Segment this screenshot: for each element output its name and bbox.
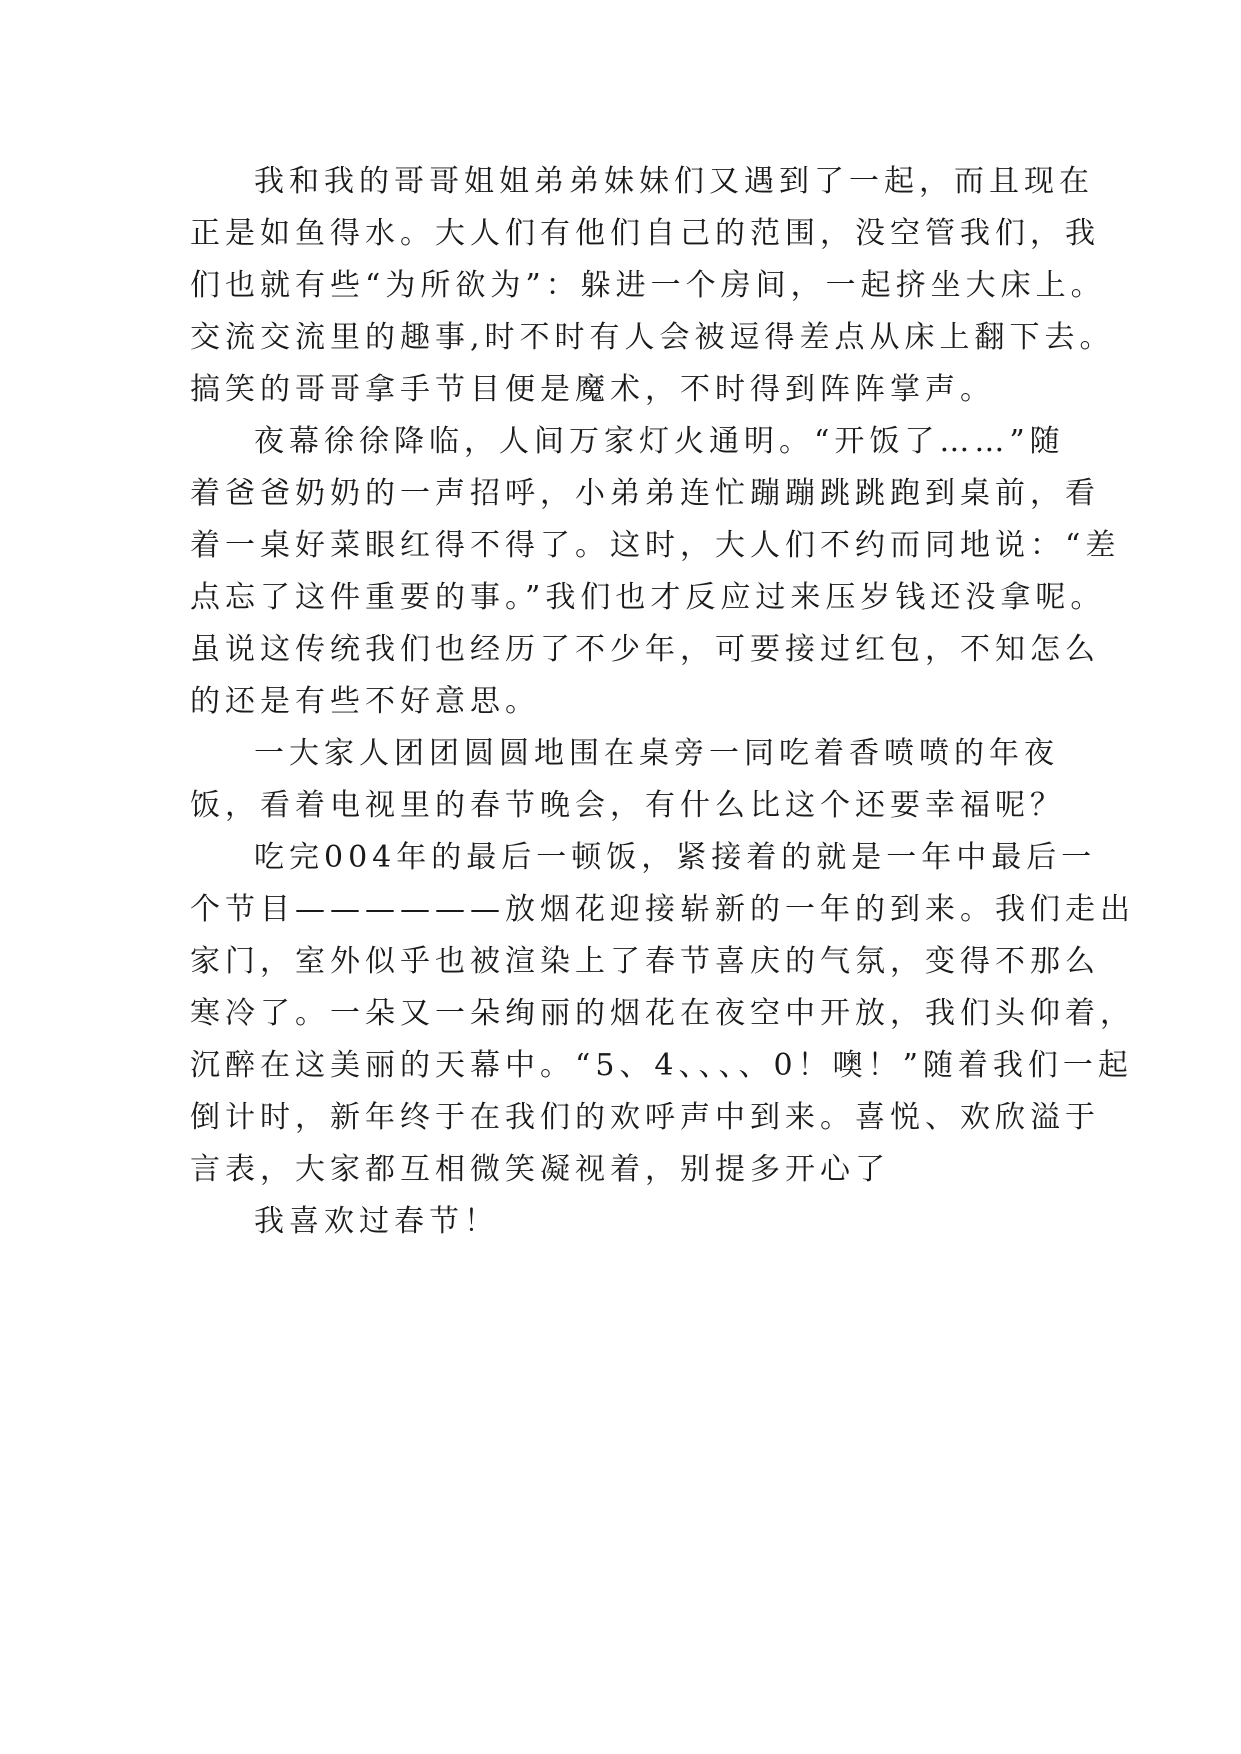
document-body [190, 156, 1135, 1248]
text-line: 着一桌好菜眼红得不得了。这时，大人们不约而同地说：“差 [190, 528, 1121, 563]
text-line: 我和我的哥哥姐姐弟弟妹妹们又遇到了一起，而且现在 [254, 164, 1094, 199]
text-line: 搞笑的哥哥拿手节目便是魔术，不时得到阵阵掌声。 [190, 372, 995, 407]
text-line: 正是如鱼得水。大人们有他们自己的范围，没空管我们，我 [190, 216, 1100, 251]
text-line: 寒冷了。一朵又一朵绚丽的烟花在夜空中开放，我们头仰着， [190, 996, 1135, 1031]
text-line: 的还是有些不好意思。 [190, 684, 540, 719]
text-line: 一大家人团团圆圆地围在桌旁一同吃着香喷喷的年夜 [254, 736, 1059, 771]
text-line: 夜幕徐徐降临，人间万家灯火通明。“开饭了……”随 [254, 424, 1065, 459]
text-line: 沉醉在这美丽的天幕中。“5、4、、、、0！噢！”随着我们一起 [190, 1048, 1133, 1083]
text-line: 个节目——————放烟花迎接崭新的一年的到来。我们走出 [190, 892, 1135, 927]
text-line: 点忘了这件重要的事。”我们也才反应过来压岁钱还没拿呢。 [190, 580, 1106, 615]
text-line: 交流交流里的趣事,时不时有人会被逗得差点从床上翻下去。 [190, 320, 1115, 355]
text-line: 虽说这传统我们也经历了不少年，可要接过红包，不知怎么 [190, 632, 1100, 667]
text-line: 们也就有些“为所欲为”：躲进一个房间，一起挤坐大床上。 [190, 268, 1106, 303]
text-line: 倒计时，新年终于在我们的欢呼声中到来。喜悦、欢欣溢于 [190, 1100, 1100, 1135]
text-line: 着爸爸奶奶的一声招呼，小弟弟连忙蹦蹦跳跳跑到桌前，看 [190, 476, 1100, 511]
text-line: 饭，看着电视里的春节晚会，有什么比这个还要幸福呢？ [190, 788, 1065, 823]
text-line: 吃完004年的最后一顿饭，紧接着的就是一年中最后一 [254, 840, 1097, 875]
text-line: 我喜欢过春节！ [254, 1204, 499, 1239]
text-line: 言表，大家都互相微笑凝视着，别提多开心了 [190, 1152, 890, 1187]
text-line: 家门，室外似乎也被渲染上了春节喜庆的气氛，变得不那么 [190, 944, 1100, 979]
